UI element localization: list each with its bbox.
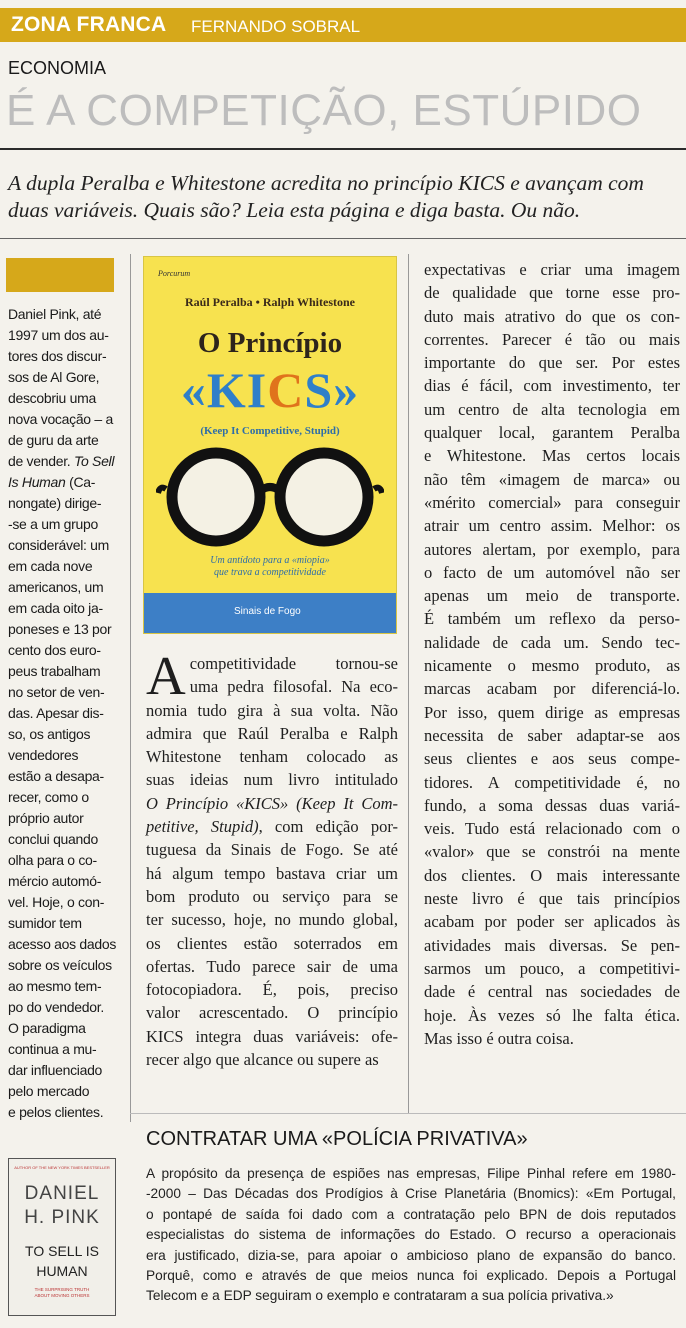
sidebar-line: e pelos clientes. (8, 1104, 104, 1120)
cover-title-1: O Princípio (197, 327, 343, 359)
sidebar-line: so, os antigos (8, 726, 91, 742)
text-line: -2000 – Das Décadas dos Prodígios à Crise Planetária (Bnomics): «Em Portugal, (146, 1186, 676, 1202)
text-line: qualquer local, garantem Peralba (424, 423, 680, 443)
box-title: CONTRATAR UMA «POLÍCIA PRIVATIVA» (146, 1128, 528, 1150)
sidebar-line: nova vocação – a (8, 411, 113, 427)
sidebar-line: -se a um grupo (8, 516, 98, 532)
article-column-3 (424, 258, 680, 1050)
text-line: dade é central nas sociedades de (424, 982, 680, 1002)
sidebar-line: tores dos discur- (8, 348, 107, 364)
text-line: o facto de um automóvel não ser (424, 562, 680, 582)
cover-authors: Raúl Peralba • Ralph Whitestone (185, 295, 355, 309)
cover-imprint: Sinais de Fogo (234, 606, 301, 617)
sidebar-line: Is Human (Ca- (8, 474, 96, 490)
publisher-mark: Porcurum (158, 269, 191, 278)
text-line: atrair um centro assim. Melhor: os (424, 516, 680, 536)
text-line: neste livro é que tais princípios (424, 889, 680, 909)
sidebar-line: próprio autor (8, 810, 84, 826)
sidebar-line: vel. Hoje, o con- (8, 894, 105, 910)
sidebar-line: nongate) dirige- (8, 495, 102, 511)
sidebar-line: sobre os veículos (8, 957, 112, 973)
sidebar-line: Daniel Pink, até (8, 306, 102, 322)
text-line: tuguesa da Sinais de Fogo. Se até (146, 840, 398, 860)
text-line: tidores. A competitividade é, no (424, 772, 680, 792)
text-line: A propósito da presença de espiões nas empresas, Filipe Pinhal refere em 1980- (146, 1166, 676, 1181)
sidebar-line: de vender. To Sell (8, 453, 115, 469)
sidebar-line: po do vendedor. (8, 999, 104, 1015)
text-line: era justificado, dizia-se, para apoiar o ambicioso plano de expansão do banco. (146, 1247, 676, 1263)
sidebar-line: sos de Al Gore, (8, 369, 100, 385)
section-label: ECONOMIA (8, 58, 107, 78)
text-line: de qualidade que torne esse pro- (424, 283, 680, 303)
text-line: acabam por poder ser aplicados às (424, 912, 680, 932)
text-line: dos clientes. O mais interessante (424, 865, 680, 885)
sidebar-line: ao mesmo tem- (8, 978, 102, 994)
cover-title-2 (144, 361, 396, 419)
text-line: Mas isso é outra coisa. (424, 1028, 574, 1048)
cover-tagline-1: Um antídoto para a «miopia» (210, 555, 330, 566)
glasses-icon (156, 447, 384, 547)
text-line: O Princípio «KICS» (Keep It Com- (146, 793, 398, 813)
text-line: competitividade tornou-se (189, 654, 398, 673)
text-line: nicamente o mesmo produto, as (424, 656, 680, 676)
text-line: atividades mais diversas. Se pen- (424, 935, 680, 955)
text-line: valor acrescentado. O princípio (146, 1003, 398, 1023)
text-line: não têm «imagem de marca» ou (424, 469, 680, 489)
cover-tagline (144, 555, 396, 579)
text-line: necessita de saber adaptar-se aos (424, 725, 680, 745)
text-line: os clientes estão soterrados em (146, 933, 398, 953)
sidebar-line: em cada oito ja- (8, 600, 103, 616)
text-line: correntes. Parecer é tão ou mais (424, 329, 680, 349)
sidebar-line: mércio automó- (8, 873, 102, 889)
text-line: «valor» que se constrói na mente (424, 842, 680, 862)
box-text (146, 1164, 676, 1307)
sidebar-line: de guru da arte (8, 432, 99, 448)
cover-title-2c: S» (304, 362, 360, 418)
text-line: nalidade de cada um. Sendo tec- (424, 632, 680, 652)
text-line: há algum tempo bastava criar um (146, 863, 398, 883)
sidebar-line: 1997 um dos au- (8, 327, 109, 343)
sidebar-line: no setor de ven- (8, 684, 105, 700)
book2-author-1: DANIEL (24, 1183, 100, 1204)
sidebar-line: dar influenciado (8, 1062, 103, 1078)
text-line: ofertas. Tudo parece sair de uma (146, 956, 398, 976)
sidebar-line: descobriu uma (8, 390, 96, 406)
text-line: dias é fácil, com investimento, ter (424, 376, 680, 396)
text-line: recer algo que alcance ou supere as (146, 1050, 379, 1070)
sidebar-line: O paradigma (8, 1020, 86, 1036)
drop-cap: A (146, 645, 186, 706)
divider (0, 238, 686, 239)
book-cover-kics (144, 257, 396, 633)
book2-subtitle (9, 1287, 115, 1299)
sidebar-line: acesso aos dados (8, 936, 117, 952)
text-line: suas ideias num livro intitulado (146, 770, 398, 790)
cover-title-2a: «KI (180, 362, 268, 418)
text-line: duto mais atrativo do que os con- (424, 306, 680, 326)
author-name: FERNANDO SOBRAL (191, 17, 361, 36)
cover-tagline-2: que trava a competitividade (214, 567, 326, 578)
text-line: o pontapé de saída foi dado com a contratação pelo BPN de dois reputados (146, 1206, 676, 1222)
text-line: autores alertam, por exemplo, para (424, 539, 680, 559)
sidebar-line: continua a mu- (8, 1041, 97, 1057)
text-line: Whitestone tenham colocado as (146, 747, 398, 767)
text-line: Porquê, como e através de que meios nunca foi explicado. Depois a Portugal (146, 1267, 676, 1283)
text-line (146, 815, 398, 838)
sidebar-line: olha para o co- (8, 852, 97, 868)
sidebar-line: peus trabalham (8, 663, 101, 679)
sidebar-line: poneses e 13 por (8, 621, 112, 637)
text-line: fotocopiadora. É, pois, preciso (146, 980, 398, 1000)
cover-title-2b: C (267, 362, 305, 418)
divider (130, 1113, 686, 1114)
book2-title-1: TO SELL IS (25, 1243, 99, 1259)
sidebar-line: cento dos euro- (8, 642, 101, 658)
book2-title-2: HUMAN (36, 1263, 88, 1279)
text-fragment: , com edição por- (258, 817, 398, 837)
text-line: Por isso, quem dirige as empresas (424, 702, 680, 722)
page-title: É A COMPETIÇÃO, ESTÚPIDO (6, 86, 642, 135)
sidebar-line: sumidor tem (8, 915, 82, 931)
text-line: apenas um meio de transporte. (424, 586, 680, 606)
sidebar-line: vendedores (8, 747, 79, 763)
text-line: «mérito comercial» para conseguir (424, 492, 680, 512)
text-line: seus clientes e aos seus compe- (424, 749, 680, 769)
column-divider (130, 254, 131, 1122)
text-line: sarmos um pouco, a competitivi- (424, 958, 680, 978)
text-line: admira que Raúl Peralba e Ralph (146, 723, 398, 743)
book2-sub-1: THE SURPRISING TRUTH (34, 1287, 90, 1292)
cover-band (144, 593, 396, 633)
book2-top-note: AUTHOR OF THE NEW YORK TIMES BESTSELLER (14, 1165, 110, 1170)
text-line: bom produto ou serviço para se (146, 886, 398, 906)
sidebar-line: recer, como o (8, 789, 89, 805)
book2-author-2: H. PINK (24, 1207, 100, 1228)
sidebar-line: considerável: um (8, 537, 110, 553)
text-line: um centro de alta tecnologia em (424, 399, 680, 419)
text-line: Telecom e a EDP seguiram o exemplo e contrataram a sua polícia privativa.» (146, 1288, 614, 1304)
text-line: ter sucesso, hoje, no mundo global, (146, 910, 398, 930)
text-line: É também um reflexo da perso- (424, 609, 680, 629)
text-line: uma pedra filosofal. Na eco- (189, 677, 398, 697)
sidebar-line: pelo mercado (8, 1083, 90, 1099)
sidebar-line: estão a desapa- (8, 768, 104, 784)
sidebar-line: americanos, um (8, 579, 104, 595)
book-title-italic: petitive, Stupid) (146, 817, 259, 837)
column-divider (408, 254, 409, 1114)
text-line: veis. Tudo está relacionado com o (424, 819, 680, 839)
text-line: especialistas do sistema de informações do Estado. O recurso a operacionais (146, 1227, 676, 1243)
text-line: importante do que ser. Por estes (424, 353, 680, 373)
lede-text: A dupla Peralba e Whitestone acredita no princípio KICS e avançam com duas variáveis. Quais são? Leia esta página e diga basta. Ou não. (8, 171, 644, 222)
book2-sub-2: ABOUT MOVING OTHERS (34, 1293, 90, 1298)
sidebar-line: conclui quando (8, 831, 98, 847)
column-header-bar (0, 8, 686, 42)
article-column-2 (146, 645, 398, 1071)
sidebar-text (8, 304, 126, 1123)
cover-subtitle: (Keep It Competitive, Stupid) (200, 425, 340, 437)
text-line: expectativas e criar uma imagem (424, 260, 680, 279)
divider (0, 148, 686, 150)
column-name: ZONA FRANCA (11, 13, 167, 36)
text-line: KICS integra duas variáveis: ofe- (146, 1026, 398, 1046)
text-line: marcas acabam por diferenciá-lo. (424, 679, 680, 699)
text-line: nomia tudo gira à sua volta. Não (146, 700, 398, 720)
text-line: hoje. Às vezes só lhe falta ética. (424, 1005, 680, 1025)
sidebar-tag (6, 258, 114, 292)
sidebar-line: das. Apesar dis- (8, 705, 104, 721)
book-cover-to-sell-is-human (8, 1158, 116, 1316)
sidebar-line: em cada nove (8, 558, 93, 574)
text-line: fundo, a soma dessas duas variá- (424, 795, 680, 815)
text-line: e Whitestone. Mas certos locais (424, 446, 680, 466)
